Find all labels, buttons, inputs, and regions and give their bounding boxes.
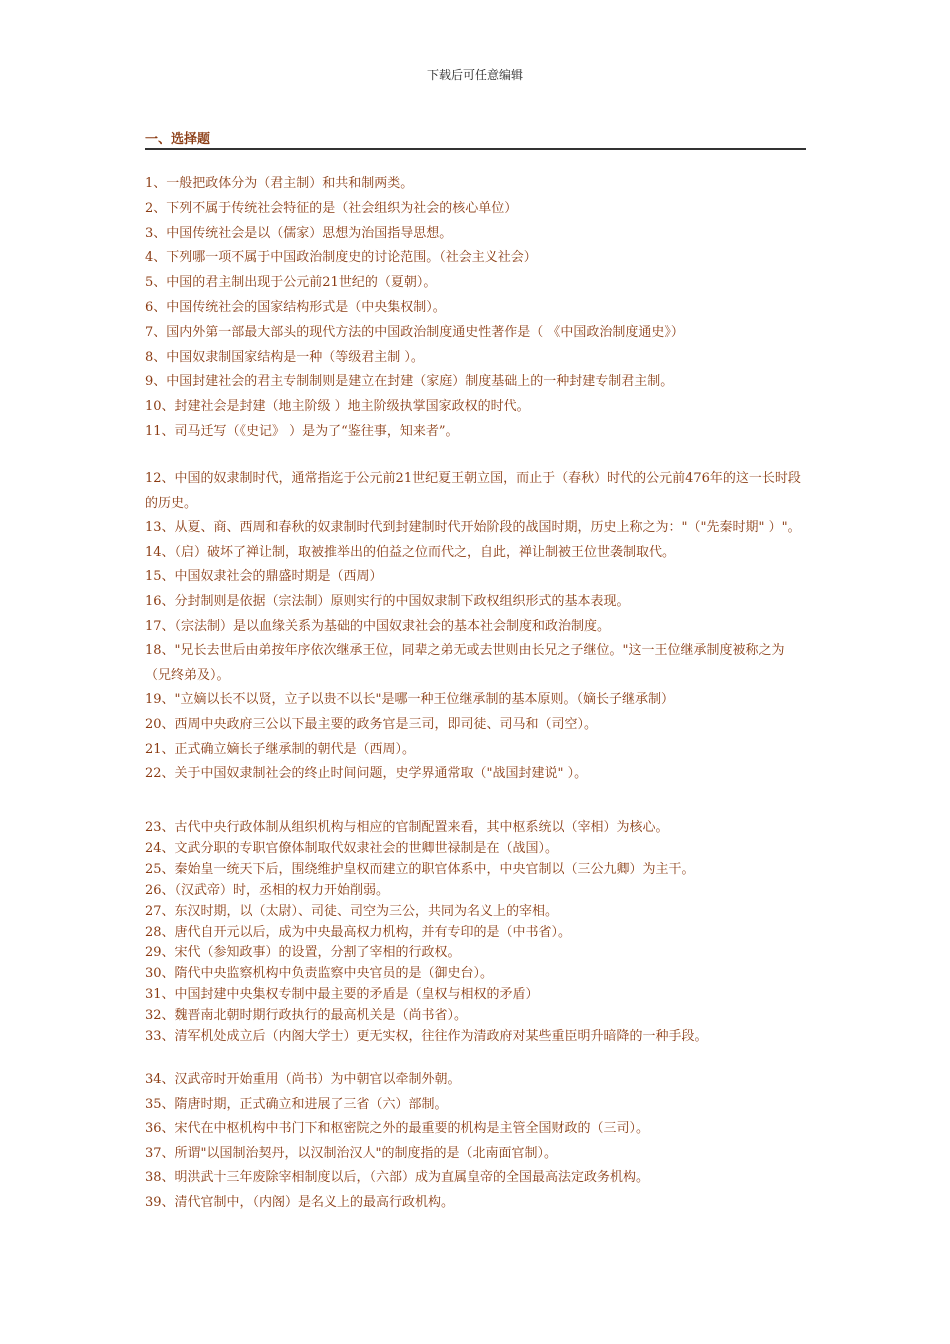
question-item: 5、中国的君主制出现于公元前21世纪的（夏朝）。 (145, 275, 437, 291)
question-item: 29、宋代（参知政事）的设置，分割了宰相的行政权。 (145, 945, 461, 961)
question-item: 15、中国奴隶社会的鼎盛时期是（西周） (145, 569, 383, 585)
question-item: 34、汉武帝时开始重用（尚书）为中朝官以牵制外朝。 (145, 1072, 461, 1087)
question-item: 32、魏晋南北朝时期行政执行的最高机关是（尚书省）。 (145, 1008, 468, 1024)
question-item: 16、分封制则是依据（宗法制）原则实行的中国奴隶制下政权组织形式的基本表现。 (145, 593, 630, 609)
question-item: 31、中国封建中央集权专制中最主要的矛盾是（皇权与相权的矛盾） (145, 987, 539, 1003)
question-item: 23、古代中央行政体制从组织机构与相应的官制配置来看，其中枢系统以（宰相）为核心。 (145, 820, 669, 835)
question-item: 8、中国奴隶制国家结构是一种（等级君主制 ）。 (145, 349, 424, 365)
question-item: 27、东汉时期，以（太尉）、司徒、司空为三公，共同为名义上的宰相。 (145, 903, 559, 919)
question-item: 25、秦始皇一统天下后，围绕维护皇权而建立的职官体系中，中央官制以（三公九卿）为主干。 (145, 861, 695, 877)
question-item: 30、隋代中央监察机构中负责监察中央官员的是（御史台）。 (145, 966, 494, 982)
question-item: 3、中国传统社会是以（儒家）思想为治国指导思想。 (145, 225, 453, 241)
question-item: 36、宋代在中枢机构中书门下和枢密院之外的最重要的机构是主管全国财政的（三司）。 (145, 1121, 650, 1137)
question-item: 19、"立嫡以长不以贤，立子以贵不以长"是哪一种王位继承制的基本原则。（嫡长子继承制） (145, 692, 675, 708)
question-group-1 (145, 172, 810, 445)
question-item: 17、（宗法制）是以血缘关系为基础的中国奴隶社会的基本社会制度和政治制度。 (145, 618, 611, 634)
question-item: 2、下列不属于传统社会特征的是（社会组织为社会的核心单位） (145, 200, 518, 216)
question-item: 24、文武分职的专职官僚体制取代奴隶社会的世卿世禄制是在（战国）。 (145, 840, 559, 856)
question-item: 22、关于中国奴隶制社会的终止时间问题，史学界通常取（"战国封建说" ）。 (145, 766, 588, 782)
question-group-4 (145, 1068, 810, 1216)
question-item: 37、所谓"以国制治契丹，以汉制治汉人"的制度指的是（北南面官制）。 (145, 1145, 558, 1161)
section-divider (145, 148, 806, 150)
page-header: 下载后可任意编辑 (426, 68, 523, 82)
section-title: 一、选择题 (145, 132, 211, 147)
question-item: 39、清代官制中，（内阁）是名义上的最高行政机构。 (145, 1194, 455, 1210)
question-item: 6、中国传统社会的国家结构形式是（中央集权制）。 (145, 299, 446, 315)
question-item: 18、"兄长去世后由弟按年序依次继承王位，同辈之弟无或去世则由长兄之子继位。"这一王位继承制度被称之为（兄终弟及）。 (145, 643, 785, 683)
question-group-3 (145, 818, 810, 1048)
question-item: 10、封建社会是封建（地主阶级 ）地主阶级执掌国家政权的时代。 (145, 399, 530, 415)
question-item: 35、隋唐时期，正式确立和进展了三省（六）部制。 (145, 1096, 448, 1112)
question-item: 21、正式确立嫡长子继承制的朝代是（西周）。 (145, 741, 416, 757)
question-item: 38、明洪武十三年废除宰相制度以后，（六部）成为直属皇帝的全国最高法定政务机构。 (145, 1170, 650, 1186)
question-item: 4、下列哪一项不属于中国政治制度史的讨论范围。（社会主义社会） (145, 250, 537, 266)
question-item: 11、司马迁写（《史记》 ）是为了“鉴往事，知来者”。 (145, 423, 459, 439)
question-item: 1、一般把政体分为（君主制）和共和制两类。 (145, 176, 414, 191)
question-item: 12、中国的奴隶制时代，通常指迄于公元前21世纪夏王朝立国，而止于（春秋）时代的公元前476年的这一长时段的历史。 (145, 471, 801, 511)
question-item: 28、唐代自开元以后，成为中央最高权力机构，并有专印的是（中书省）。 (145, 924, 572, 940)
question-item: 20、西周中央政府三公以下最主要的政务官是三司，即司徒、司马和（司空）。 (145, 716, 598, 732)
question-group-2 (145, 467, 810, 787)
question-item: 33、清军机处成立后（内阁大学士）更无实权，往往作为清政府对某些重臣明升暗降的一种手段。 (145, 1029, 708, 1045)
question-item: 13、从夏、商、西周和春秋的奴隶制时代到封建制时代开始阶段的战国时期，历史上称之为："（"先秦时期" ）"。 (145, 520, 801, 536)
question-item: 9、中国封建社会的君主专制制则是建立在封建（家庭）制度基础上的一种封建专制君主制。 (145, 374, 674, 390)
question-item: 14、（启）破坏了禅让制，取被推举出的伯益之位而代之，自此，禅让制被王位世袭制取代。 (145, 544, 676, 560)
question-item: 26、（汉武帝）时，丞相的权力开始削弱。 (145, 882, 390, 898)
question-item: 7、国内外第一部最大部头的现代方法的中国政治制度通史性著作是（ 《中国政治制度通史》） (145, 324, 684, 340)
